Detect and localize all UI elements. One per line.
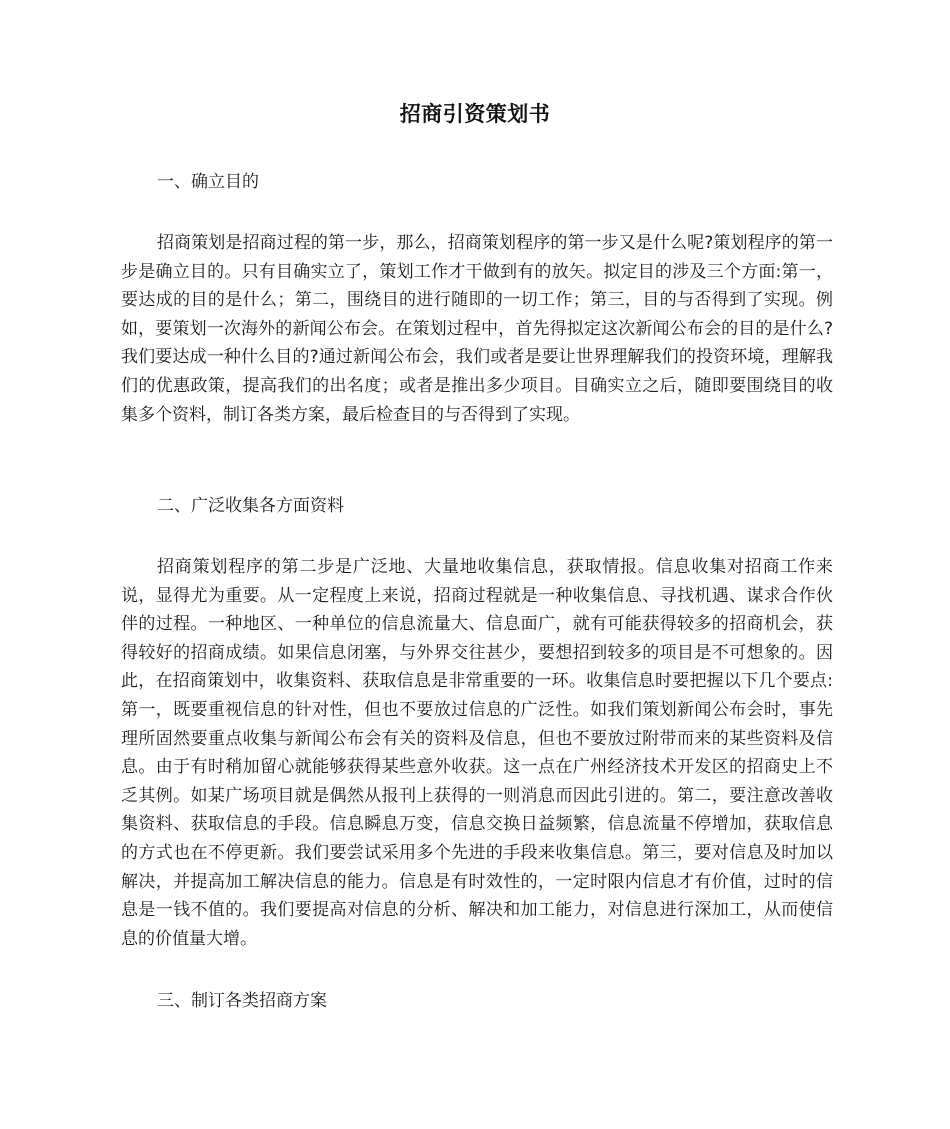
section-paragraph-establish-goal: 招商策划是招商过程的第一步，那么，招商策划程序的第一步又是什么呢?策划程序的第一步是确立目的。只有目确实立了，策划工作才干做到有的放矢。拟定目的涉及三个方面:第一，要达成的目的是什么；第二，围绕目的进行随即的一切工作；第三，目的与否得到了实现。例如，要策划一次海外的新闻公布会。在策划过程中，首先得拟定这次新闻公布会的目的是什么?我们要达成一种什么目的?通过新闻公布会，我们或者是要让世界理解我们的投资环境，理解我们的优惠政策，提高我们的出名度；或者是推出多少项目。目确实立之后，随即要围绕目的收集多个资料，制订各类方案，最后检查目的与否得到了实现。	[121, 233, 833, 425]
section-paragraph-collect-materials: 招商策划程序的第二步是广泛地、大量地收集信息，获取情报。信息收集对招商工作来说，显得尤为重要。从一定程度上来说，招商过程就是一种收集信息、寻找机遇、谋求合作伙伴的过程。一种地区、一种单位的信息流量大、信息面广，就有可能获得较多的招商机会，获得较好的招商成绩。如果信息闭塞，与外界交往甚少，要想招到较多的项目是不可想象的。因此，在招商策划中，收集资料、获取信息是非常重要的一环。收集信息时要把握以下几个要点:第一，既要重视信息的针对性，但也不要放过信息的广泛性。如我们策划新闻公布会时，事先理所固然要重点收集与新闻公布会有关的资料及信息，但也不要放过附带而来的某些资料及信息。由于有时稍加留心就能够获得某些意外收获。这一点在广州经济技术开发区的招商史上不乏其例。如某广场项目就是偶然从报刊上获得的一则消息而因此引进的。第二，要注意改善收集资料、获取信息的手段。信息瞬息万变，信息交换日益频繁，信息流量不停增加，获取信息的方式也在不停更新。我们要尝试采用多个先进的手段来收集信息。第三，要对信息及时加以解决，并提高加工解决信息的能力。信息是有时效性的，一定时限内信息才有价值，过时的信息是一钱不值的。我们要提高对信息的分析、解决和加工能力，对信息进行深加工，从而使信 息的价值量大增。	[121, 557, 833, 949]
section-heading-collect-materials: 二、广泛收集各方面资料	[157, 496, 344, 516]
document-title: 招商引资策划书	[399, 102, 551, 126]
section-heading-make-plans: 三、制订各类招商方案	[157, 991, 327, 1011]
section-heading-establish-goal: 一、确立目的	[157, 172, 259, 192]
